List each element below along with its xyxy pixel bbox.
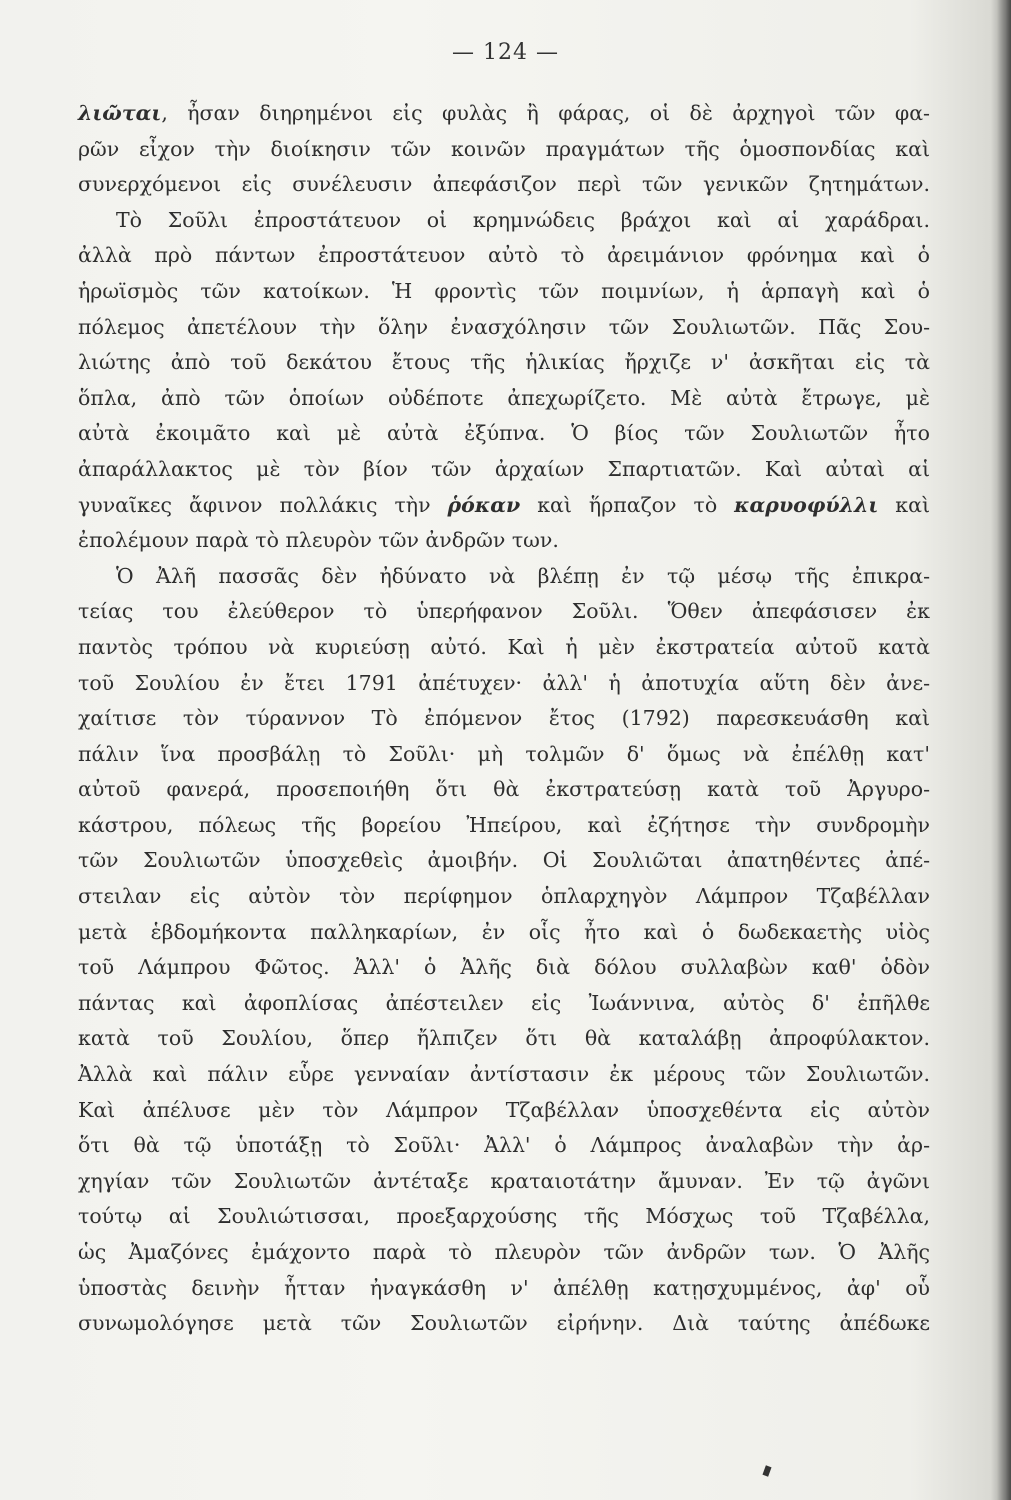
text-line: χηγίαν τῶν Σουλιωτῶν ἀντέταξε κραταιοτάτην ἄμυναν. Ἐν τῷ ἀγῶνι bbox=[78, 1168, 930, 1193]
text-line: τοῦ Λάμπρου Φῶτος. Ἀλλ' ὁ Ἀλῆς διὰ δόλου συλλαβὼν καθ' ὁδὸν bbox=[78, 955, 930, 980]
text-line: πάντας καὶ ἀφοπλίσας ἀπέστειλεν εἰς Ἰωάννινα, αὐτὸς δ' ἐπῆλθε bbox=[78, 990, 930, 1015]
text-line: αὐτοῦ φανερά, προσεποιήθη ὅτι θὰ ἐκστρατεύσῃ κατὰ τοῦ Ἀργυρο- bbox=[78, 777, 930, 802]
text-line: Καὶ ἀπέλυσε μὲν τὸν Λάμπρον Τζαβέλλαν ὑποσχεθέντα εἰς αὐτὸν bbox=[78, 1097, 930, 1122]
text-line: συνερχόμενοι εἰς συνέλευσιν ἀπεφάσιζον περὶ τῶν γενικῶν ζητημάτων. bbox=[78, 172, 930, 197]
text-line: ὡς Ἀμαζόνες ἐμάχοντο παρὰ τὸ πλευρὸν τῶν ἀνδρῶν των. Ὁ Ἀλῆς bbox=[78, 1240, 930, 1264]
text-line: ρῶν εἶχον τὴν διοίκησιν τῶν κοινῶν πραγμάτων τῆς ὁμοσπονδίας καὶ bbox=[78, 136, 930, 161]
text-line: ὅτι θὰ τῷ ὑποτάξῃ τὸ Σοῦλι· Ἀλλ' ὁ Λάμπρος ἀναλαβὼν τὴν ἀρ- bbox=[78, 1133, 930, 1158]
text-line: ὅπλα, ἀπὸ τῶν ὁποίων οὐδέποτε ἀπεχωρίζετο. Μὲ αὐτὰ ἔτρωγε, μὲ bbox=[78, 385, 930, 410]
page-number: — 124 — bbox=[452, 40, 559, 65]
text-line: κατὰ τοῦ Σουλίου, ὅπερ ἤλπιζεν ὅτι θὰ καταλάβῃ ἀπροφύλακτον. bbox=[78, 1026, 930, 1051]
text-line: ἡρωϊσμὸς τῶν κατοίκων. Ἡ φροντὶς τῶν ποιμνίων, ἡ ἁρπαγὴ καὶ ὁ bbox=[78, 278, 930, 303]
text-line: χαίτισε τὸν τύραννον Τὸ ἐπόμενον ἔτος (1792) παρεσκευάσθη καὶ bbox=[78, 706, 930, 731]
text-line: τοῦ Σουλίου ἐν ἔτει 1791 ἀπέτυχεν· ἀλλ' ἡ ἀποτυχία αὕτη δὲν ἀνε- bbox=[78, 670, 930, 695]
text-line: κάστρου, πόλεως τῆς βορείου Ἠπείρου, καὶ ἐζήτησε τὴν συνδρομὴν bbox=[78, 812, 930, 837]
text-line: παντὸς τρόπου νὰ κυριεύσῃ αὐτό. Καὶ ἡ μὲν ἐκστρατεία αὐτοῦ κατὰ bbox=[78, 634, 930, 659]
text-line: ἐπολέμουν παρὰ τὸ πλευρὸν τῶν ἀνδρῶν των. bbox=[78, 528, 559, 553]
text-line: ἀπαράλλακτος μὲ τὸν βίον τῶν ἀρχαίων Σπαρτιατῶν. Καὶ αὐταὶ αἱ bbox=[78, 456, 930, 481]
page-edge-shadow bbox=[997, 0, 1011, 1500]
text-line: γυναῖκες ἄφινον πολλάκις τὴν ῥόκαν καὶ ἥρπαζον τὸ καρυοφύλλι καὶ bbox=[78, 492, 930, 517]
body-text bbox=[78, 96, 930, 1342]
text-line: τῶν Σουλιωτῶν ὑποσχεθεὶς ἀμοιβήν. Οἱ Σουλιῶται ἀπατηθέντες ἀπέ- bbox=[78, 848, 930, 873]
text-line: λιώτης ἀπὸ τοῦ δεκάτου ἔτους τῆς ἡλικίας ἤρχιζε ν' ἀσκῆται εἰς τὰ bbox=[78, 350, 930, 375]
text-line: τούτῳ αἱ Σουλιώτισσαι, προεξαρχούσης τῆς Μόσχως τοῦ Τζαβέλλα, bbox=[78, 1204, 930, 1229]
text-line: λιῶται, ἦσαν διηρημένοι εἰς φυλὰς ἢ φάρας, οἱ δὲ ἀρχηγοὶ τῶν φα- bbox=[78, 101, 930, 125]
text-line: Ἀλλὰ καὶ πάλιν εὗρε γενναίαν ἀντίστασιν ἐκ μέρους τῶν Σουλιωτῶν. bbox=[78, 1062, 930, 1087]
text-line: ἀλλὰ πρὸ πάντων ἐπροστάτευον αὐτὸ τὸ ἀρειμάνιον φρόνημα καὶ ὁ bbox=[78, 243, 930, 268]
text-line: μετὰ ἑβδομήκοντα παλληκαρίων, ἐν οἷς ἦτο καὶ ὁ δωδεκαετὴς υἱὸς bbox=[78, 919, 930, 944]
text-line: πόλεμος ἀπετέλουν τὴν ὅλην ἐνασχόλησιν τῶν Σουλιωτῶν. Πᾶς Σου- bbox=[78, 314, 930, 339]
text-line: Ὁ Ἀλῆ πασσᾶς δὲν ἠδύνατο νὰ βλέπῃ ἐν τῷ μέσῳ τῆς ἐπικρα- bbox=[116, 563, 930, 588]
text-line: συνωμολόγησε μετὰ τῶν Σουλιωτῶν εἰρήνην. Διὰ ταύτης ἀπέδωκε bbox=[78, 1311, 930, 1336]
text-line: τείας του ἐλεύθερον τὸ ὑπερήφανον Σοῦλι. Ὅθεν ἀπεφάσισεν ἐκ bbox=[78, 599, 930, 624]
text-line: Τὸ Σοῦλι ἐπροστάτευον οἱ κρημνώδεις βράχοι καὶ αἱ χαράδραι. bbox=[116, 207, 930, 232]
text-line: αὐτὰ ἐκοιμᾶτο καὶ μὲ αὐτὰ ἐξύπνα. Ὁ βίος τῶν Σουλιωτῶν ἦτο bbox=[78, 421, 930, 446]
text-line: πάλιν ἵνα προσβάλῃ τὸ Σοῦλι· μὴ τολμῶν δ' ὅμως νὰ ἐπέλθῃ κατ' bbox=[78, 741, 930, 766]
ink-mark bbox=[762, 1465, 771, 1476]
text-line: ὑποστὰς δεινὴν ἧτταν ἠναγκάσθη ν' ἀπέλθῃ κατῃσχυμμένος, ἀφ' οὗ bbox=[78, 1275, 930, 1300]
text-line: στειλαν εἰς αὐτὸν τὸν περίφημον ὁπλαρχηγὸν Λάμπρον Τζαβέλλαν bbox=[78, 884, 930, 909]
